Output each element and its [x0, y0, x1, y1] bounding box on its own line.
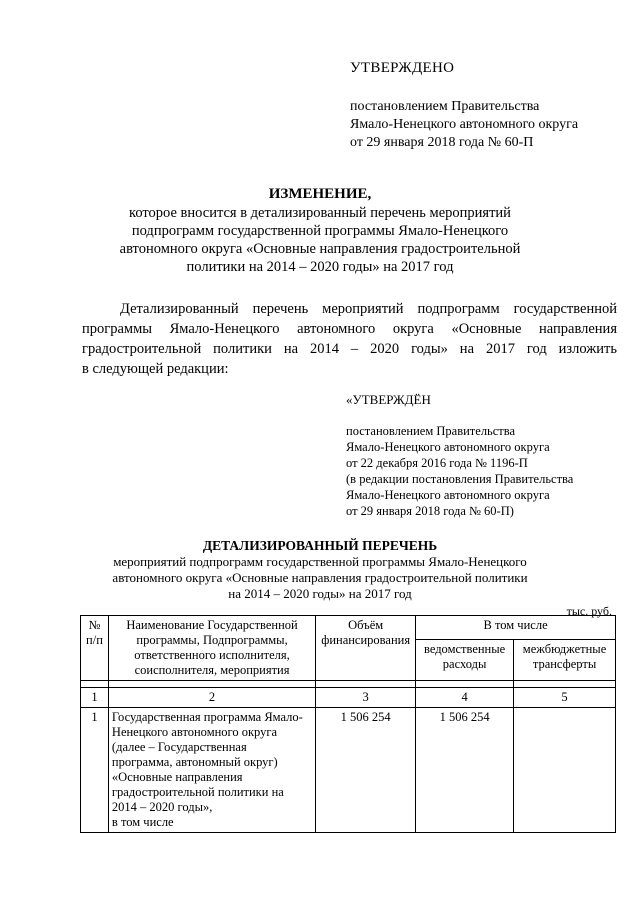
table-header-row [81, 616, 616, 640]
approval2-line: от 22 декабря 2016 года № 1196-П [346, 456, 528, 470]
row-name-line: «Основные направления [111, 770, 243, 784]
row-name-line: Ненецкого автономного округа [111, 725, 278, 739]
header-transfers-line: трансферты [532, 656, 597, 671]
detailed-title-block [0, 538, 640, 602]
header-num-line: п/п [86, 633, 103, 647]
row-name-line: 2014 – 2020 годы», [111, 800, 213, 814]
detailed-title: ДЕТАЛИЗИРОВАННЫЙ ПЕРЕЧЕНЬ [202, 538, 438, 553]
row-num: 1 [81, 708, 109, 833]
column-number-row [81, 688, 616, 708]
approval-heading: УТВЕРЖДЕНО [350, 60, 455, 76]
header-departmental-line: расходы [442, 656, 487, 671]
intro-line: Детализированный перечень мероприятий подпрограмм государственной [120, 301, 617, 317]
approval2-line: Ямало-Ненецкого автономного округа [346, 488, 550, 502]
header-name-line: соисполнителя, мероприятия [134, 663, 290, 677]
intro-line: в следующей редакции: [82, 361, 229, 377]
intro-line: градостроительной политики на 2014 – 2020 годы» на 2017 год изложить [82, 341, 617, 357]
header-name-line: программы, Подпрограммы, [136, 633, 288, 647]
approval2-line: Ямало-Ненецкого автономного округа [346, 440, 550, 454]
row-name-line: градостроительной политики на [111, 785, 284, 799]
table-row [81, 708, 616, 833]
change-title-block [0, 185, 640, 276]
header-name [108, 616, 315, 681]
unit-label: тыс. руб. [566, 604, 612, 618]
header-num [81, 616, 109, 681]
header-name-line: Наименование Государственной [126, 618, 298, 632]
row-name-line: (далее – Государственная [111, 740, 247, 754]
change-title: ИЗМЕНЕНИЕ, [268, 186, 372, 202]
approval-line: от 29 января 2018 года № 60-П [350, 135, 534, 150]
row-transfers [514, 708, 616, 833]
approval2-heading: «УТВЕРЖДЁН [346, 392, 431, 407]
change-subtitle-line: автономного округа «Основные направления градостроительной [119, 241, 521, 257]
header-departmental-line: ведомственные [423, 641, 506, 656]
header-transfers-line: межбюджетные [522, 641, 607, 656]
header-departmental [416, 639, 514, 680]
financing-table [80, 615, 616, 833]
detailed-subtitle-line: на 2014 – 2020 годы» на 2017 год [228, 586, 412, 601]
row-name-line: программа, автономный округ) [111, 755, 278, 769]
table-gap-row [81, 681, 616, 688]
row-volume: 1 506 254 [316, 708, 416, 833]
row-name [108, 708, 315, 833]
header-name-line: ответственного исполнителя, [134, 648, 290, 662]
intro-paragraph [82, 299, 617, 379]
column-number: 5 [514, 688, 616, 708]
approval2-lines [346, 423, 573, 519]
header-volume [316, 616, 416, 681]
detailed-subtitle-line: автономного округа «Основные направления градостроительной политики [112, 570, 528, 585]
column-number: 3 [316, 688, 416, 708]
row-name-line: Государственная программа Ямало- [111, 710, 303, 724]
row-name-line: в том числе [111, 815, 174, 829]
header-num-line: № [88, 618, 101, 632]
header-including: В том числе [416, 616, 616, 640]
approval-lines [350, 98, 578, 152]
header-transfers [514, 639, 616, 680]
change-subtitle-line: которое вносится в детализированный перечень мероприятий [129, 205, 511, 221]
approval2-line: постановлением Правительства [346, 424, 516, 438]
intro-line: программы Ямало-Ненецкого автономного округа «Основные направления [82, 321, 617, 337]
column-number: 2 [108, 688, 315, 708]
approval2-line: от 29 января 2018 года № 60-П) [346, 504, 514, 518]
column-number: 1 [81, 688, 109, 708]
change-subtitle-line: подпрограмм государственной программы Ямало-Ненецкого [131, 223, 509, 239]
header-volume-line: финансирования [321, 633, 411, 647]
change-subtitle-line: политики на 2014 – 2020 годы» на 2017 год [186, 259, 454, 275]
approval2-line: (в редакции постановления Правительства [346, 472, 574, 486]
row-departmental: 1 506 254 [416, 708, 514, 833]
column-number: 4 [416, 688, 514, 708]
detailed-subtitle-line: мероприятий подпрограмм государственной программы Ямало-Ненецкого [113, 554, 527, 569]
approval-line: Ямало-Ненецкого автономного округа [350, 117, 579, 132]
header-volume-line: Объём [348, 618, 384, 632]
approval-line: постановлением Правительства [350, 99, 540, 114]
